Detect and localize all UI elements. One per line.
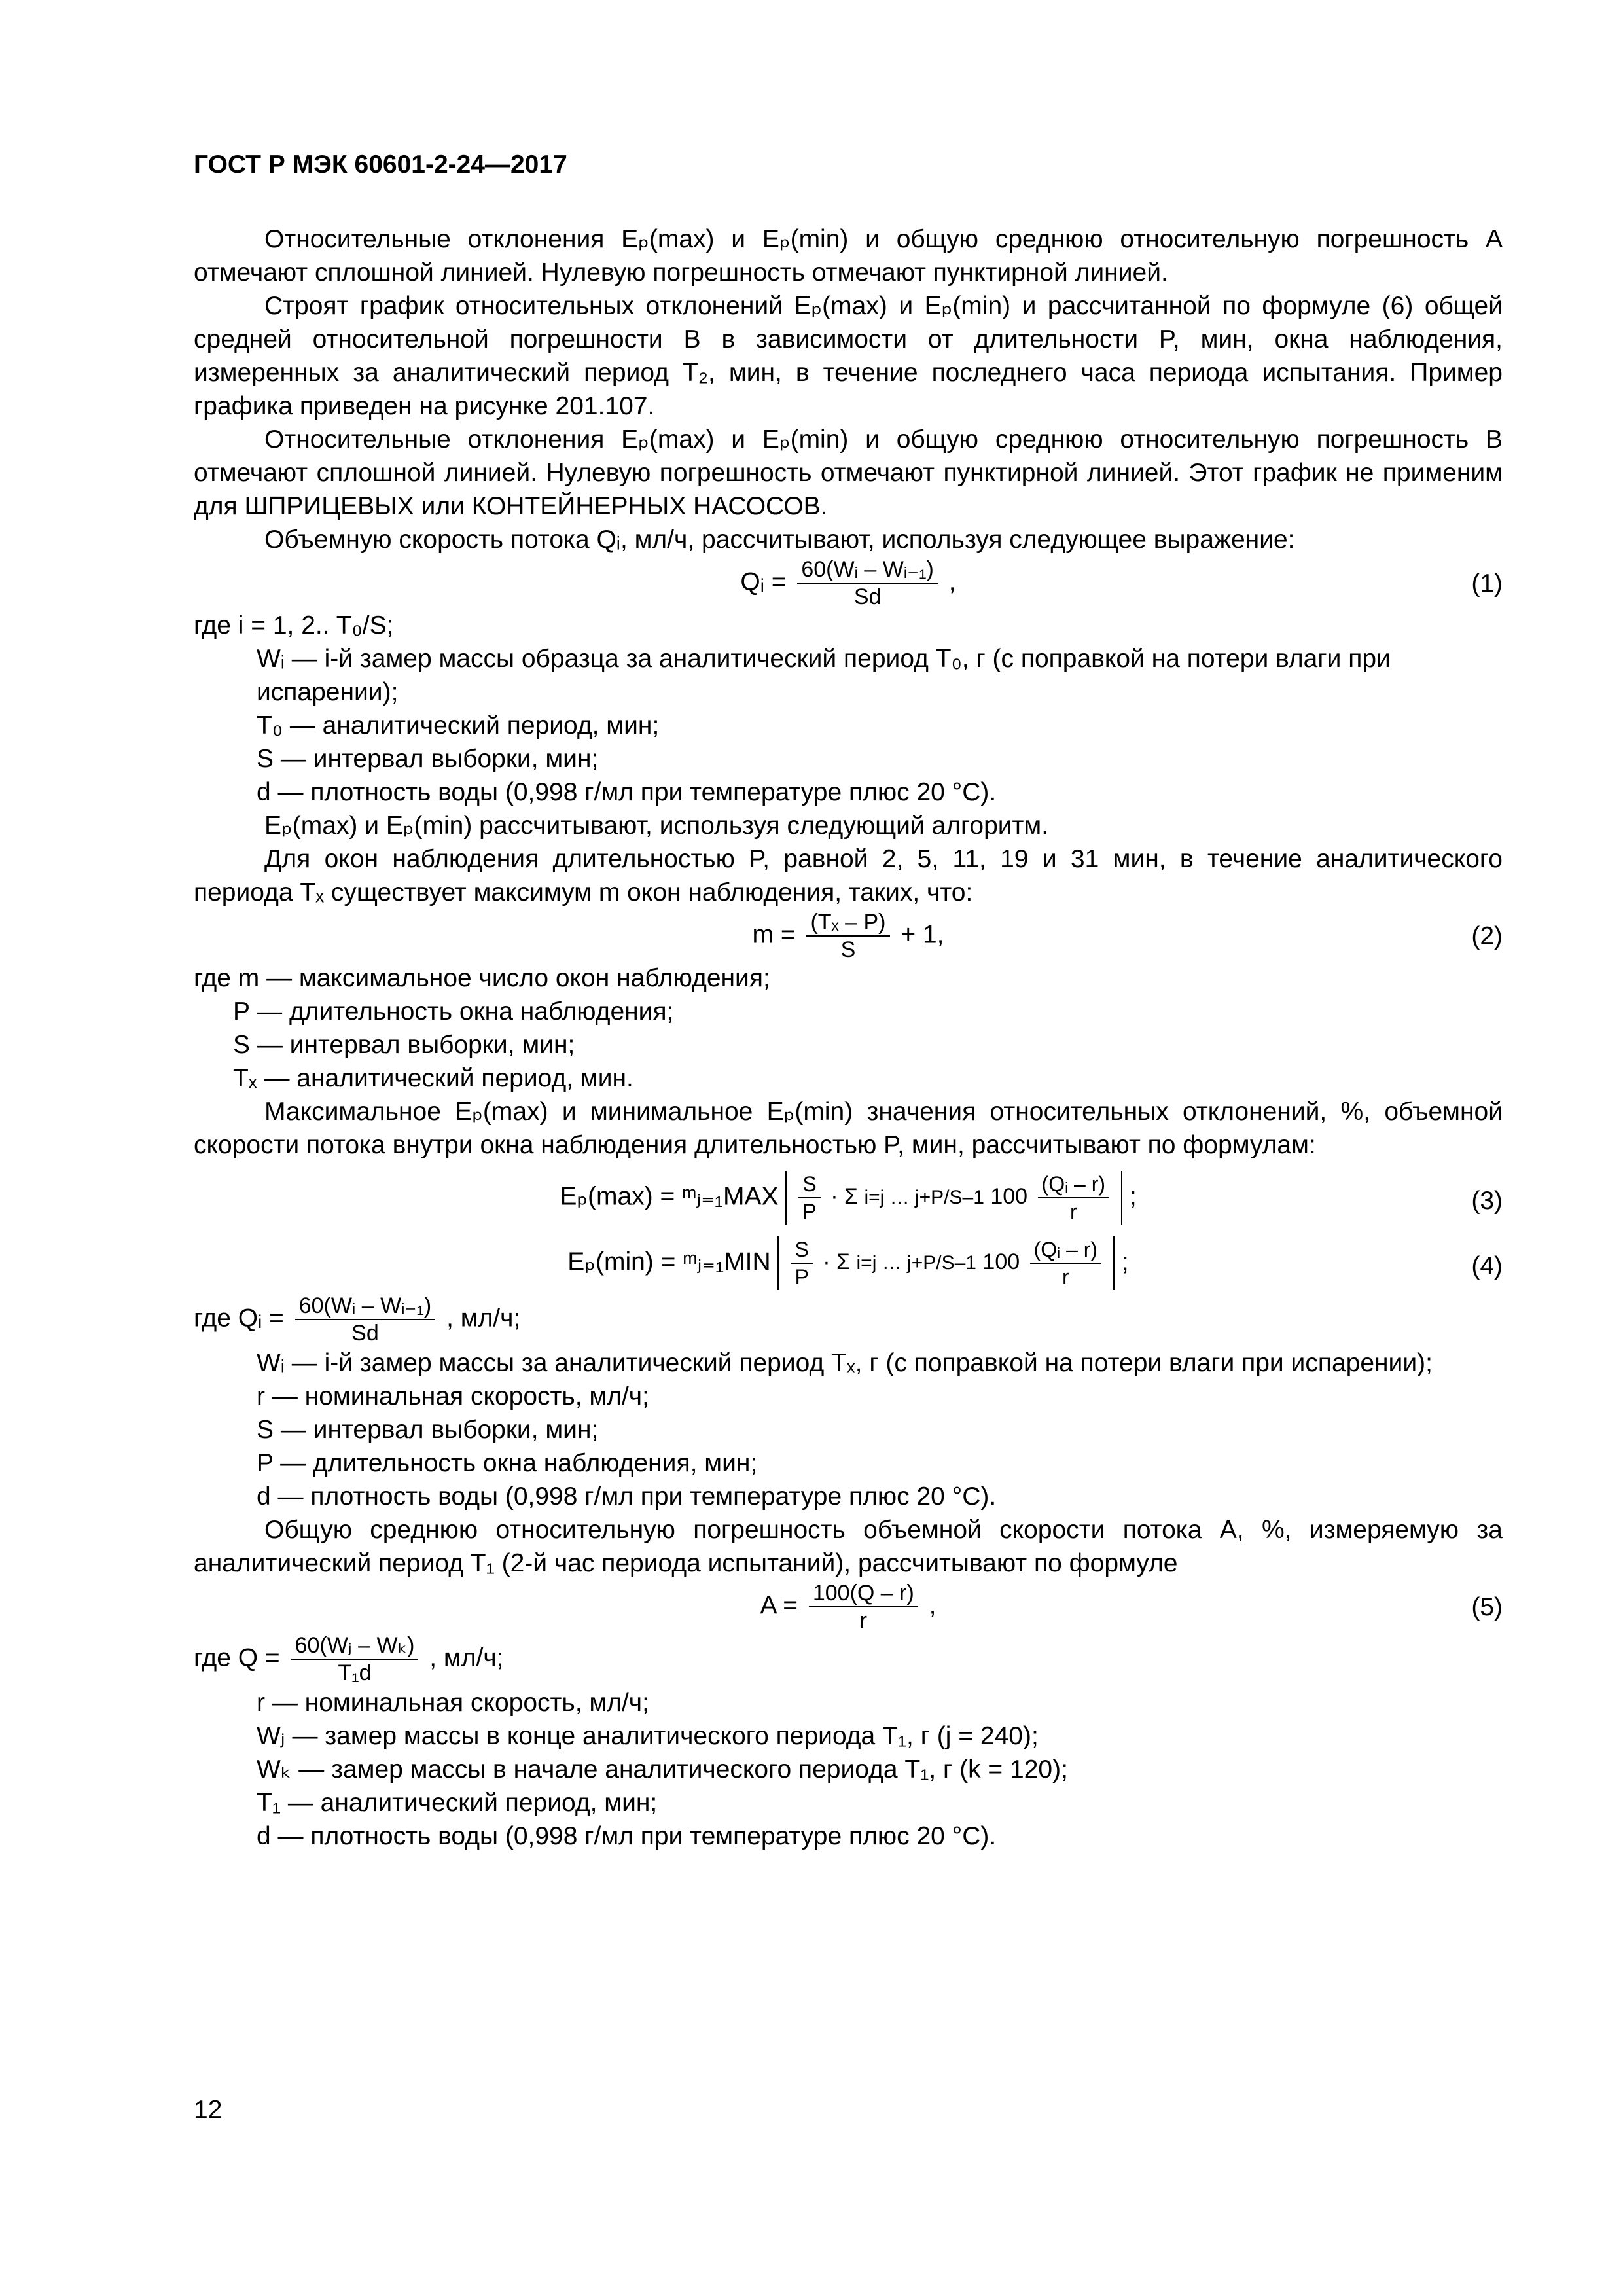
denominator: Sd: [351, 1321, 379, 1346]
document-header: ГОСТ Р МЭК 60601-2-24—2017: [194, 151, 567, 179]
formula-1: [194, 556, 1503, 609]
fraction: [791, 1236, 812, 1290]
fraction: [798, 1171, 820, 1225]
definition-item: Wᵢ — i-й замер массы за аналитический период Tₓ, г (с поправкой на потери влаги при испарении);: [257, 1349, 1433, 1377]
formula-tail: + 1,: [901, 920, 944, 949]
numerator: S: [791, 1236, 812, 1264]
paragraph: Относительные отклонения Eₚ(max) и Eₚ(min) и общую среднюю относительную погрешность A отмечают сплошной линией. Нулевую погрешность отмечают пунктирной линией.: [194, 225, 1503, 287]
numerator: (Qᵢ – r): [1038, 1171, 1109, 1198]
numerator: 60(Wᵢ – Wᵢ₋₁): [797, 556, 938, 584]
denominator: S: [840, 937, 856, 962]
sum-limits: i=j … j+P/S–1: [856, 1251, 976, 1274]
definition-item: S — интервал выборки, мин;: [257, 1416, 599, 1444]
denominator: P: [794, 1265, 809, 1289]
paragraph: Eₚ(max) и Eₚ(min) рассчитывают, используя следующий алгоритм.: [264, 812, 1049, 840]
formula-3: [194, 1162, 1503, 1227]
numerator: 60(Wⱼ – Wₖ): [291, 1632, 419, 1660]
numerator: 60(Wᵢ – Wᵢ₋₁): [295, 1293, 436, 1320]
formula-lhs: A =: [760, 1591, 798, 1620]
formula-tail: ,: [929, 1591, 936, 1620]
definition-item: S — интервал выборки, мин;: [257, 745, 599, 773]
paragraph: Общую среднюю относительную погрешность объемной скорости потока A, %, измеряемую за аналитический период T₁ (2-й час периода испытаний), рассчитывают по формуле: [194, 1516, 1503, 1577]
definition-item: d — плотность воды (0,998 г/мл при температуре плюс 20 °C).: [257, 1822, 997, 1850]
definition-item: Wₖ — замер массы в начале аналитического периода T₁, г (k = 120);: [257, 1755, 1068, 1784]
where-prefix: где Q =: [194, 1643, 280, 1672]
fraction: [809, 1580, 918, 1634]
formula-4: [194, 1227, 1503, 1293]
numerator: S: [798, 1171, 820, 1198]
paragraph: Для окон наблюдения длительностью P, равной 2, 5, 11, 19 и 31 мин, в течение аналитического периода Tₓ существует максимум m окон наблюдения, таких, что:: [194, 845, 1503, 906]
definition-item: Wⱼ — замер массы в конце аналитического периода T₁, г (j = 240);: [257, 1722, 1039, 1750]
numerator: (Qᵢ – r): [1030, 1236, 1101, 1264]
where-suffix: , мл/ч;: [446, 1304, 521, 1333]
formula-5: [194, 1580, 1503, 1632]
definition-item: Wᵢ — i-й замер массы образца за аналитический период T₀, г (с поправкой на потери влаги при испарении);: [257, 645, 1391, 706]
fraction: [291, 1632, 419, 1686]
equation-number: (1): [1471, 569, 1503, 598]
definition-item: T₀ — аналитический период, мин;: [257, 711, 660, 740]
document-body: [194, 223, 1503, 1853]
formula-tail: ,: [948, 567, 956, 596]
numerator: 100(Q – r): [809, 1580, 918, 1607]
definition-item: P — длительность окна наблюдения, мин;: [257, 1449, 758, 1477]
sum-symbol: · Σ: [830, 1183, 858, 1209]
where-prefix: где Qᵢ =: [194, 1304, 284, 1333]
definition-item: S — интервал выборки, мин;: [233, 1031, 575, 1059]
definition-item: d — плотность воды (0,998 г/мл при температуре плюс 20 °C).: [257, 1482, 997, 1511]
equation-number: (4): [1471, 1252, 1503, 1280]
fraction: [1030, 1236, 1101, 1290]
denominator: r: [1069, 1200, 1077, 1223]
paragraph: Относительные отклонения Eₚ(max) и Eₚ(min) и общую среднюю относительную погрешность B отмечают сплошной линией. Нулевую погрешность отмечают пунктирной линией. Этот график не применим для ШПРИЦЕВЫХ или КОНТЕЙНЕРНЫХ НАСОСОВ.: [194, 425, 1503, 520]
equation-number: (3): [1471, 1187, 1503, 1215]
bracket-expression: [785, 1171, 1122, 1225]
paragraph: Объемную скорость потока Qᵢ, мл/ч, рассчитывают, используя следующее выражение:: [264, 526, 1295, 554]
where-line: [194, 1293, 1503, 1346]
formula-lhs: Eₚ(max) =: [560, 1182, 675, 1211]
formula-tail: ;: [1129, 1182, 1137, 1211]
denominator: r: [1062, 1265, 1069, 1289]
definition-item: r — номинальная скорость, мл/ч;: [257, 1689, 649, 1717]
fraction: [806, 909, 889, 963]
sum-symbol: · Σ: [823, 1249, 851, 1274]
definition-item: T₁ — аналитический период, мин;: [257, 1789, 658, 1817]
paragraph: Строят график относительных отклонений Eₚ(max) и Eₚ(min) и рассчитанной по формуле (6) общей средней относительной погрешности B в зависимости от длительности P, мин, окна наблюдения, измеренных за аналитический период T₂, мин, в течение последнего часа периода испытания. Пример графика приведен на рисунке 201.107.: [194, 292, 1503, 420]
paragraph: Максимальное Eₚ(max) и минимальное Eₚ(min) значения относительных отклонений, %, объемной скорости потока внутри окна наблюдения длительностью P, мин, рассчитывают по формулам:: [194, 1098, 1503, 1159]
equation-number: (5): [1471, 1593, 1503, 1621]
numerator: (Tₓ – P): [806, 909, 889, 937]
fraction: [797, 556, 938, 610]
sum-limits: i=j … j+P/S–1: [864, 1186, 984, 1208]
fraction: [295, 1293, 436, 1346]
page-number: 12: [194, 2096, 223, 2124]
denominator: T₁d: [338, 1660, 372, 1685]
constant: 100: [990, 1183, 1028, 1209]
formula-2: [194, 909, 1503, 961]
fraction: [1038, 1171, 1109, 1225]
operator: ᵐⱼ₌₁MAX: [682, 1182, 779, 1211]
where-line: где i = 1, 2.. T₀/S;: [194, 611, 394, 639]
definition-item: где m — максимальное число окон наблюдения;: [194, 964, 770, 992]
formula-lhs: Eₚ(min) =: [567, 1247, 676, 1276]
definition-item: Tₓ — аналитический период, мин.: [233, 1064, 633, 1092]
definition-item: P — длительность окна наблюдения;: [233, 997, 674, 1026]
constant: 100: [982, 1249, 1020, 1274]
formula-tail: ;: [1121, 1247, 1129, 1276]
formula-lhs: Qᵢ =: [740, 567, 787, 596]
where-suffix: , мл/ч;: [429, 1643, 504, 1672]
equation-number: (2): [1471, 922, 1503, 950]
denominator: P: [802, 1200, 817, 1223]
denominator: Sd: [853, 584, 882, 609]
definition-item: r — номинальная скорость, мл/ч;: [257, 1382, 649, 1410]
denominator: r: [859, 1608, 867, 1633]
bracket-expression: [777, 1236, 1115, 1290]
definition-item: d — плотность воды (0,998 г/мл при температуре плюс 20 °C).: [257, 778, 997, 806]
formula-lhs: m =: [752, 920, 796, 949]
where-line: [194, 1632, 1503, 1686]
operator: ᵐⱼ₌₁MIN: [683, 1247, 771, 1276]
